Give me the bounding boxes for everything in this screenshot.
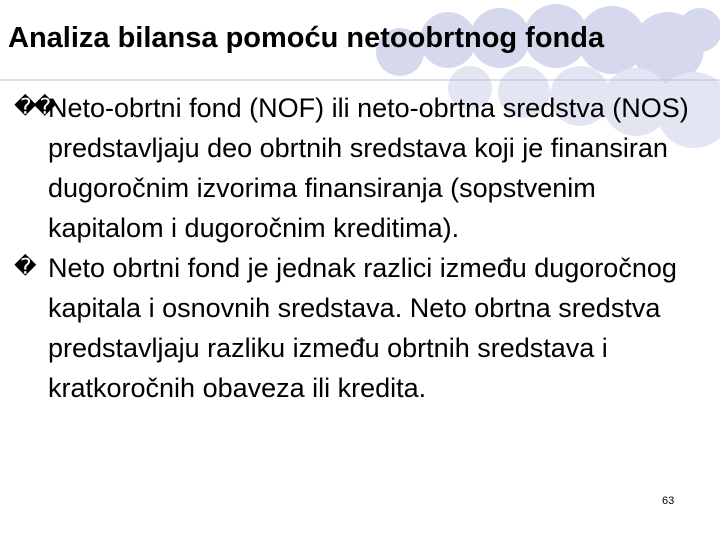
paragraph-text: Neto-obrtni fond (NOF) ili neto-obrtna sredstva (NOS) predstavljaju deo obrtnih sredstava koji je finansiran dugoročnim izvorima finansiranja (sopstvenim kapitalom i dugoročnim kreditima). bbox=[48, 93, 689, 243]
slide-title: Analiza bilansa pomoću netoobrtnog fonda bbox=[8, 22, 605, 54]
bullet-glyph: � bbox=[14, 255, 34, 280]
page-number: 63 bbox=[662, 495, 675, 507]
paragraph-nof-formula bbox=[14, 248, 708, 408]
paragraph-nof-definition bbox=[14, 88, 708, 248]
paragraph-text: Neto obrtni fond je jednak razlici između dugoročnog kapitala i osnovnih sredstava. Neto obrtna sredstva predstavljaju razliku između obrtnih sredstava i kratkoročnih obaveza ili kredita. bbox=[48, 253, 677, 403]
slide-body bbox=[14, 88, 708, 408]
bullet-glyph: �� bbox=[14, 95, 54, 120]
